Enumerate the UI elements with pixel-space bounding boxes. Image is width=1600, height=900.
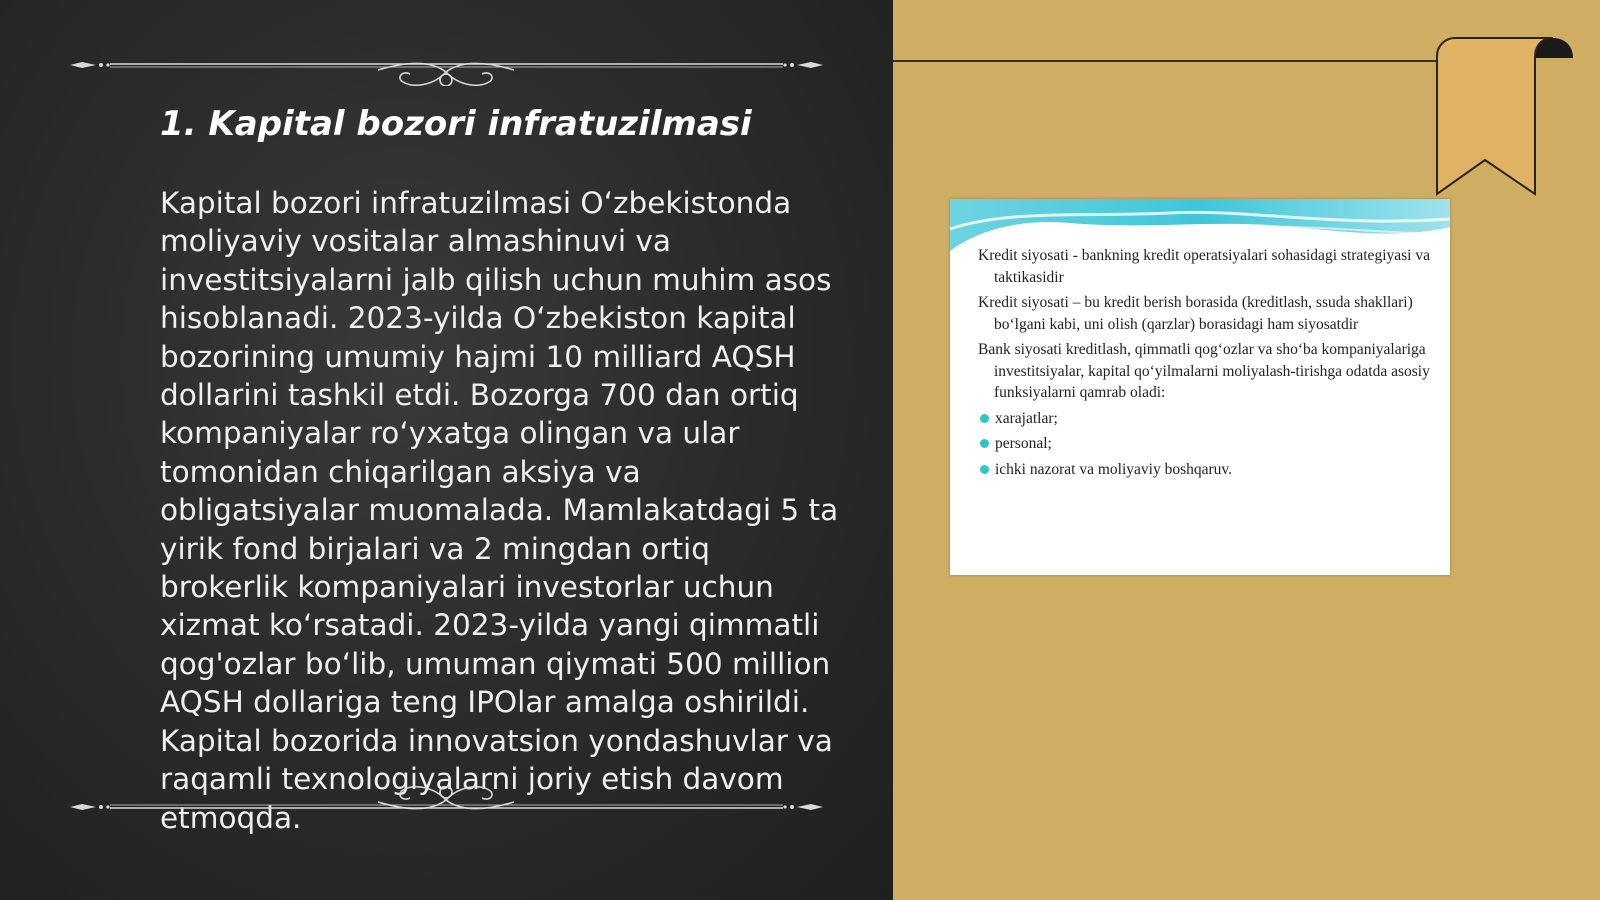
bullet-dot-icon <box>980 439 989 448</box>
ornament-bottom-icon <box>68 786 825 826</box>
slide-body-text: Kapital bozori infratuzilmasi O‘zbekistonda moliyaviy vositalar almashinuvi va investitsiyalarni jalb qilish uchun muhim asos hisoblanadi. 2023-yilda O‘zbekiston kapital bozorining umumiy hajmi 10 milliard AQSH dollarini tashkil etdi. Bozorga 700 dan ortiq kompaniyalar ro‘yxatga olingan va ular tomonidan chiqarilgan aksiya va obligatsiyalar muomalada. Mamlakatdagi 5 ta yirik fond birjalari va 2 mingdan ortiq brokerlik kompaniyalari investorlar uchun xizmat ko‘rsatadi. 2023-yilda yangi qimmatli qog'ozlar bo‘lib, umuman qiymati 500 million AQSH dollariga teng IPOlar amalga oshirildi. Kapital bozorida innovatsion yondashuvlar va raqamli texnologiyalarni joriy etish davom etmoqda. <box>160 186 839 835</box>
card-content <box>978 245 1430 484</box>
bullet-item <box>978 459 1430 481</box>
bullet-dot-icon <box>980 465 989 474</box>
card-paragraph: Bank siyosati kreditlash, qimmatli qog‘ozlar va sho‘ba kompaniyalariga investitsiyalar, kapital qo‘yilmalarni moliyalash-tirishga odatda asosiy funksiyalarni qamrab oladi: <box>978 341 1430 401</box>
card-paragraph: Kredit siyosati – bu kredit berish borasida (kreditlash, ssuda shakllari) bo‘lgani kabi, uni olish (qarzlar) borasidagi ham siyosatdir <box>978 294 1413 333</box>
card-paragraph: Kredit siyosati - bankning kredit operatsiyalari sohasidagi strategiyasi va taktikasidir <box>978 247 1430 286</box>
bullet-item <box>978 433 1430 455</box>
ornament-top-icon <box>68 46 825 86</box>
bullet-text: personal; <box>995 435 1052 452</box>
slide-title: 1. Kapital bozori infratuzilmasi <box>160 104 752 144</box>
content-card <box>950 199 1450 575</box>
bookmark-ribbon-icon <box>1435 36 1575 196</box>
bullet-dot-icon <box>980 414 989 423</box>
bullet-item <box>978 408 1430 430</box>
bullet-text: xarajatlar; <box>995 409 1058 427</box>
bullet-text: ichki nazorat va moliyaviy boshqaruv. <box>995 460 1233 478</box>
divider-line <box>893 60 1453 62</box>
card-bullet-list <box>978 408 1430 481</box>
